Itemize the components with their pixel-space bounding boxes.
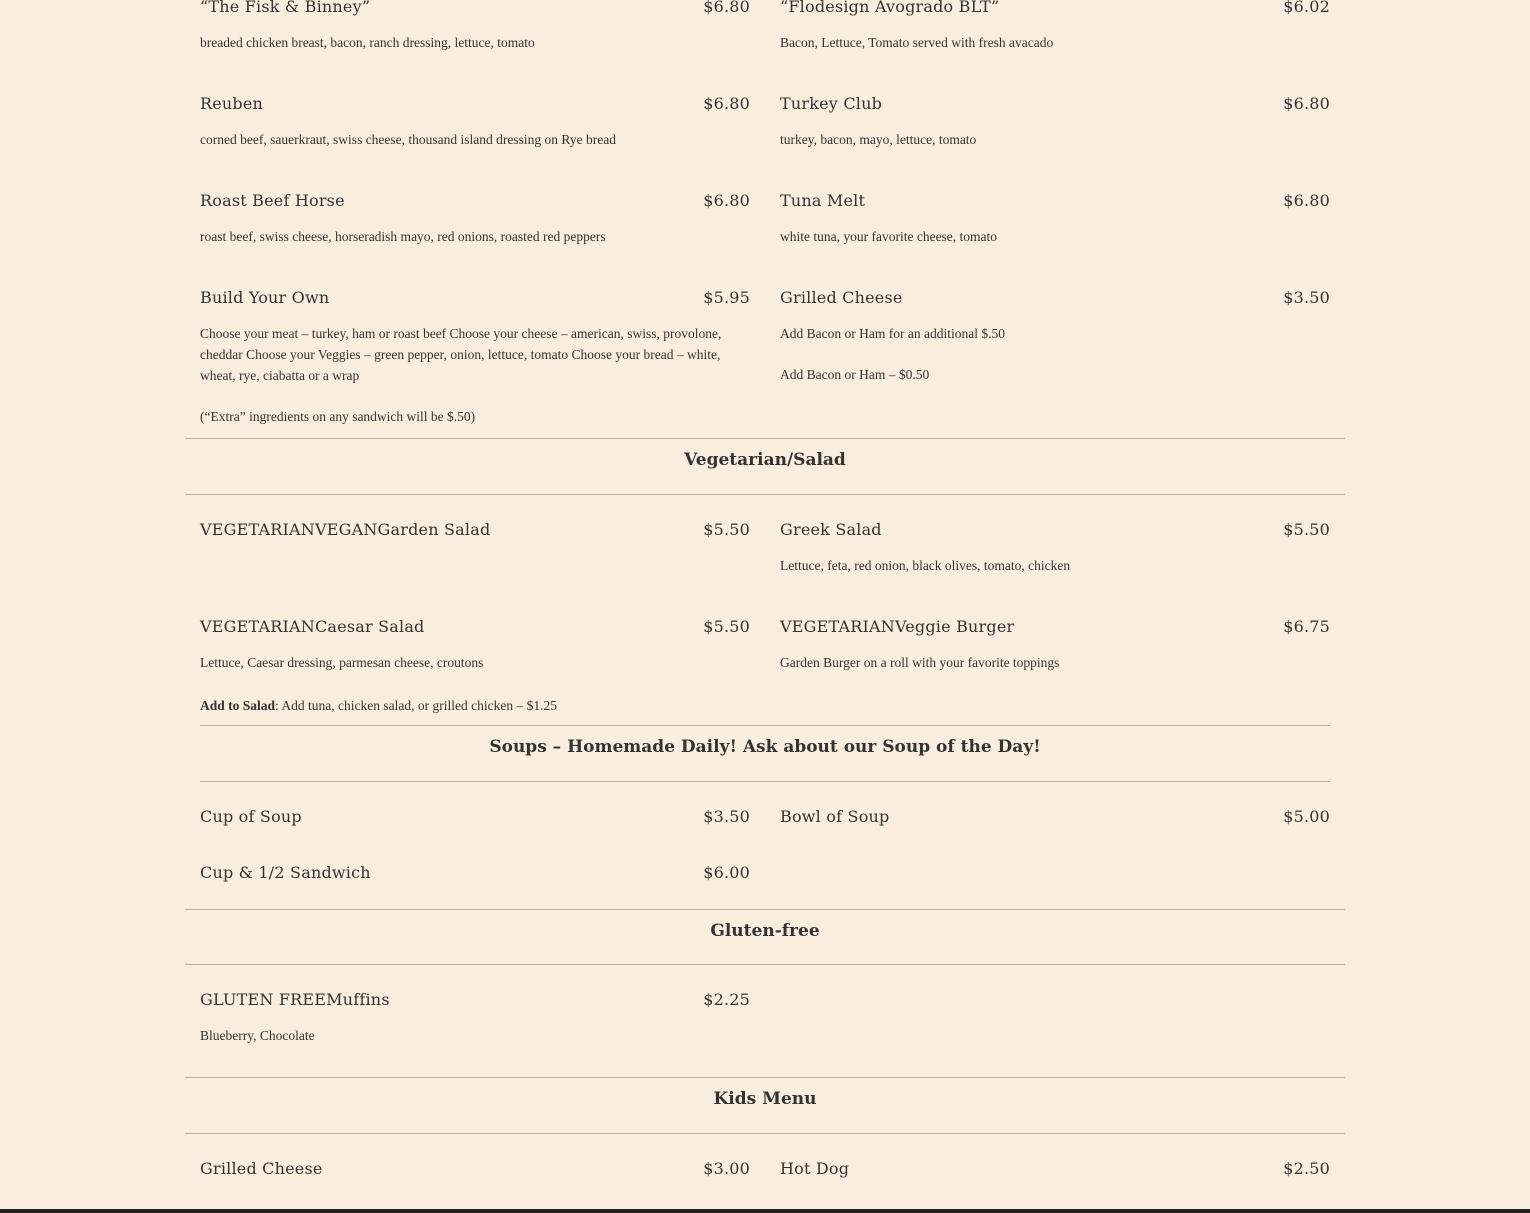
- section-divider: [200, 781, 1330, 782]
- item-price: $5.50: [703, 520, 750, 539]
- item-price: $6.80: [1283, 94, 1330, 113]
- item-name: VEGETARIANVEGANGarden Salad: [200, 520, 491, 539]
- item-description: Lettuce, Caesar dressing, parmesan cheese, croutons: [200, 655, 484, 670]
- item-price: $6.00: [703, 863, 750, 882]
- item-description: Garden Burger on a roll with your favorite toppings: [780, 655, 1060, 670]
- item-description: Blueberry, Chocolate: [200, 1028, 315, 1043]
- item-name: Build Your Own: [200, 288, 330, 307]
- section-divider: [185, 964, 1345, 965]
- item-description: Choose your meat – turkey, ham or roast beef Choose your cheese – american, swiss, provolone, cheddar Choose your Veggies – green pepper, onion, lettuce, tomato Choose your bread – white, wheat, rye, ciabatta or a wrap: [200, 326, 722, 383]
- menu-item: [200, 807, 750, 826]
- item-price: $5.50: [1283, 520, 1330, 539]
- item-price: $2.25: [703, 990, 750, 1009]
- item-note: Add Bacon or Ham – $0.50: [780, 367, 930, 382]
- item-name: Turkey Club: [780, 94, 883, 113]
- section-divider: [185, 494, 1345, 495]
- item-name: Grilled Cheese: [780, 288, 903, 307]
- item-description: roast beef, swiss cheese, horseradish mayo, red onions, roasted red peppers: [200, 229, 606, 244]
- item-price: $6.75: [1283, 617, 1330, 636]
- item-note: (“Extra” ingredients on any sandwich will be $.50): [200, 409, 476, 424]
- item-price: $6.80: [703, 0, 750, 16]
- item-price: $3.50: [1283, 288, 1330, 307]
- note-label: Add to Salad: [200, 698, 276, 713]
- menu-item: [780, 807, 1330, 826]
- section-title: Gluten-free: [710, 921, 820, 941]
- menu-item: [780, 1159, 1330, 1178]
- salad-addon-note: [200, 698, 557, 714]
- menu-item: [780, 520, 1330, 576]
- section-divider: [185, 438, 1345, 439]
- menu-item: [200, 990, 750, 1046]
- item-name: Roast Beef Horse: [200, 191, 345, 210]
- menu-item: [780, 94, 1330, 150]
- item-name: VEGETARIANVeggie Burger: [780, 617, 1015, 636]
- menu-item: [200, 863, 750, 882]
- menu-item: [780, 288, 1330, 385]
- item-name: Grilled Cheese: [200, 1159, 323, 1178]
- menu-item: [200, 94, 750, 150]
- section-divider: [185, 1077, 1345, 1078]
- item-description: Add Bacon or Ham for an additional $.50: [780, 326, 1005, 341]
- item-description: white tuna, your favorite cheese, tomato: [780, 229, 998, 244]
- item-price: $2.50: [1283, 1159, 1330, 1178]
- item-name: Tuna Melt: [780, 191, 866, 210]
- item-name: GLUTEN FREEMuffins: [200, 990, 390, 1009]
- item-name: Hot Dog: [780, 1159, 850, 1178]
- menu-item: [780, 191, 1330, 247]
- item-name: Cup & 1/2 Sandwich: [200, 863, 371, 882]
- note-text: : Add tuna, chicken salad, or grilled chicken – $1.25: [275, 698, 557, 713]
- item-price: $3.00: [703, 1159, 750, 1178]
- item-name: Greek Salad: [780, 520, 882, 539]
- item-name: VEGETARIANCaesar Salad: [200, 617, 425, 636]
- item-description: Lettuce, feta, red onion, black olives, tomato, chicken: [780, 558, 1071, 573]
- item-price: $3.50: [703, 807, 750, 826]
- section-title: Vegetarian/Salad: [684, 450, 846, 470]
- menu-item: [780, 0, 1330, 53]
- item-description: breaded chicken breast, bacon, ranch dressing, lettuce, tomato: [200, 35, 535, 50]
- item-name: Cup of Soup: [200, 807, 302, 826]
- item-price: $6.80: [703, 191, 750, 210]
- item-price: $5.95: [703, 288, 750, 307]
- menu-item: [200, 1159, 750, 1178]
- menu-item: [200, 288, 750, 427]
- section-divider: [185, 909, 1345, 910]
- item-price: $5.00: [1283, 807, 1330, 826]
- section-title: Kids Menu: [713, 1089, 817, 1109]
- section-divider: [200, 725, 1330, 726]
- item-description: turkey, bacon, mayo, lettuce, tomato: [780, 132, 977, 147]
- menu-item: [200, 191, 750, 247]
- item-price: $6.02: [1283, 0, 1330, 16]
- item-name: “Flodesign Avogrado BLT”: [780, 0, 1000, 16]
- section-divider: [185, 1133, 1345, 1134]
- item-name: Bowl of Soup: [780, 807, 890, 826]
- menu-item: [200, 0, 750, 53]
- menu-item: [780, 617, 1330, 673]
- bottom-edge: [0, 1209, 1530, 1213]
- item-price: $6.80: [1283, 191, 1330, 210]
- menu-item: [200, 617, 750, 673]
- item-price: $5.50: [703, 617, 750, 636]
- item-name: “The Fisk & Binney”: [200, 0, 371, 16]
- item-description: Bacon, Lettuce, Tomato served with fresh avacado: [780, 35, 1054, 50]
- item-price: $6.80: [703, 94, 750, 113]
- item-description: corned beef, sauerkraut, swiss cheese, thousand island dressing on Rye bread: [200, 132, 616, 147]
- item-name: Reuben: [200, 94, 264, 113]
- menu-item: [200, 520, 750, 539]
- section-title: Soups – Homemade Daily! Ask about our Soup of the Day!: [489, 737, 1041, 757]
